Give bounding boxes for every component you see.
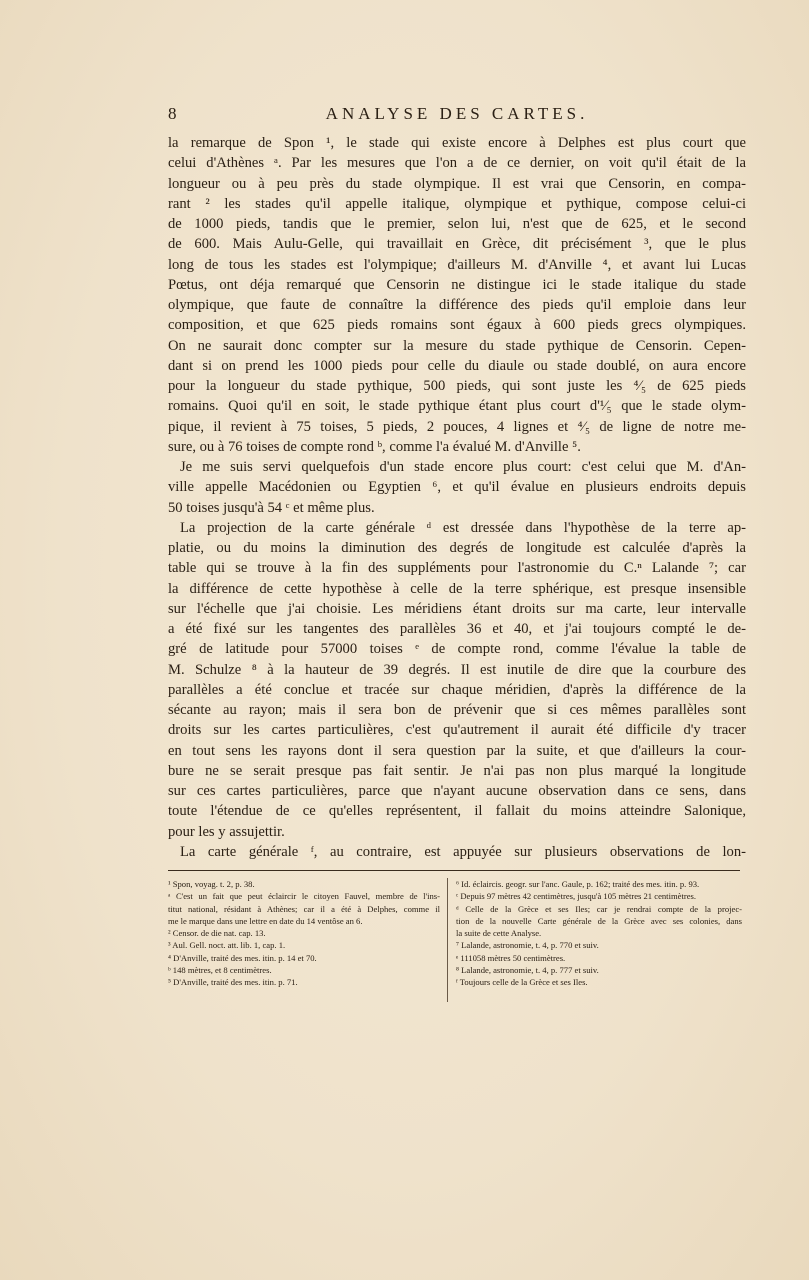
text-line: composition, et que 625 pieds romains sont égaux à 600 pieds grecs olympiques. [168, 317, 746, 334]
footnote: ᶠ Toujours celle de la Grèce et ses Iles. [456, 977, 588, 988]
text-line: long de tous les stades est l'olympique; d'ailleurs M. d'Anville ⁴, et avant lui Lucas [168, 256, 746, 273]
text-line: La projection de la carte générale ᵈ est dressée dans l'hypothèse de la terre ap- [180, 519, 746, 536]
text-line: dant si on prend les 1000 pieds pour celle du diaule ou stade doublé, on aura encore [168, 357, 746, 374]
text-line: M. Schulze ⁸ à la hauteur de 39 degrés. Il est inutile de dire que la courbure des [168, 661, 746, 678]
text-line: la différence de cette hypothèse à celle de la terre sphérique, est presque insensible [168, 580, 746, 597]
footnote: ⁴ D'Anville, traité des mes. itin. p. 14 et 70. [168, 952, 317, 963]
text-line: olympique, que faute de connaître la différence des pieds qu'il emploie dans leur [168, 297, 746, 313]
text-line: La carte générale ᶠ, au contraire, est appuyée sur plusieurs observations de lon- [180, 843, 746, 860]
text-line: gré de latitude pour 57000 toises ᵉ de compte rond, comme l'évalue la table de [168, 641, 746, 658]
footnote: tion de la nouvelle Carte générale de la Grèce avec ses colonies, dans [456, 915, 742, 926]
footnote: ⁶ Id. éclaircis. geogr. sur l'anc. Gaule, p. 162; traité des mes. itin. p. 93. [456, 879, 700, 889]
text-line: pour la longueur du stade pythique, 500 pieds, qui sont juste les ⁴⁄₅ de 625 pieds [168, 378, 746, 394]
footnote: ⁷ Lalande, astronomie, t. 4, p. 770 et suiv. [456, 940, 599, 951]
text-line: la remarque de Spon ¹, le stade qui existe encore à Delphes est plus court que [168, 135, 746, 151]
text-line: de 1000 pieds, tandis que le premier, selon lui, n'est que de 625, et le second [168, 216, 746, 232]
footnotes-left-column [168, 878, 440, 989]
footnote-rule [168, 870, 740, 871]
text-line: On ne saurait donc compter sur la mesure du stade pythique de Censorin. Cepen- [168, 337, 746, 354]
footnote: ᵃ C'est un fait que peut éclaircir le citoyen Fauvel, membre de l'ins- [168, 891, 440, 902]
text-line: a été fixé sur les tangentes des parallèles 36 et 40, et j'ai toujours compté le de- [168, 621, 746, 637]
main-text [168, 133, 746, 862]
page-number: 8 [168, 104, 177, 123]
text-line: longueur ou à peu près du stade olympique. Il est vrai que Censorin, en compa- [168, 175, 746, 192]
text-line: pique, il revient à 75 toises, 5 pieds, 2 pouces, 4 lignes et ⁴⁄₅ de ligne de notre me- [168, 418, 746, 435]
running-title: ANALYSE DES CARTES. [325, 104, 589, 123]
column-divider [447, 878, 448, 1002]
text-line: de 600. Mais Aulu-Gelle, qui travaillait en Grèce, dit précisément ³, que le plus [168, 236, 746, 253]
footnote: me le marque dans une lettre en date du 14 ventôse an 6. [168, 915, 363, 926]
text-line: 50 toises jusqu'à 54 ᶜ et même plus. [168, 499, 375, 516]
text-line: toute l'étendue de ce qu'elles représentent, il fallait du moins atteindre Salonique, [168, 803, 746, 820]
footnote: ⁵ D'Anville, traité des mes. itin. p. 71. [168, 977, 298, 988]
text-line: sécante au rayon; mais il sera bon de prévenir que si ces mêmes parallèles sont [168, 702, 746, 718]
text-line: droits sur les cartes particulières, c'est qu'autrement il aurait été difficile d'y tracer [168, 722, 746, 739]
footnote: la suite de cette Analyse. [456, 928, 542, 939]
footnote: ᵉ 111058 mètres 50 centimètres. [456, 952, 566, 963]
footnote: titut national, résidant à Athènes; car il a été à Delphes, comme il [168, 903, 440, 914]
footnote: ² Censor. de die nat. cap. 13. [168, 928, 266, 939]
text-line: sur l'échelle que j'ai choisie. Les méridiens étant droits sur ma carte, leur intervalle [168, 600, 746, 617]
text-line: bure ne se serait presque pas fait sentir. Je n'ai pas non plus marqué la longitude [168, 762, 746, 779]
footnote: ᵇ 148 mètres, et 8 centimètres. [168, 965, 272, 976]
text-line: ville appelle Macédonien ou Egyptien ⁶, et qu'il évalue en plusieurs endroits depuis [168, 479, 746, 496]
text-line: Pœtus, ont déja remarqué que Censorin ne distingue ici le stade italique du stade [168, 276, 746, 293]
footnote: ᵈ Celle de la Grèce et ses Iles; car je rendrai compte de la projec- [456, 903, 742, 914]
page-header [168, 104, 746, 128]
footnote: ¹ Spon, voyag. t. 2, p. 38. [168, 879, 255, 889]
footnote: ⁸ Lalande, astronomie, t. 4, p. 777 et suiv. [456, 965, 599, 976]
text-line: sure, ou à 76 toises de compte rond ᵇ, comme l'a évalué M. d'Anville ⁵. [168, 438, 581, 455]
text-line: rant ² les stades qu'il appelle italique, olympique et pythique, compose celui-ci [168, 195, 746, 212]
footnotes-right-column [456, 878, 742, 989]
footnote: ³ Aul. Gell. noct. att. lib. 1, cap. 1. [168, 940, 286, 951]
footnote: ᶜ Depuis 97 mètres 42 centimètres, jusqu'à 105 mètres 21 centimètres. [456, 891, 697, 902]
text-line: sur ces cartes particulières, parce que n'ayant aucune observation dans ce sens, dans [168, 783, 746, 799]
text-line: celui d'Athènes ᵃ. Par les mesures que l'on a de ce dernier, on voit qu'il était de la [168, 155, 746, 172]
text-line: platie, ou du moins la diminution des degrés de longitude est calculée d'après la [168, 540, 746, 556]
text-line: pour les y assujettir. [168, 823, 285, 840]
text-line: parallèles a été conclue et tracée sur chaque méridien, d'après la différence de la [168, 681, 746, 698]
text-line: en tout sens les rayons dont il sera question par la suite, et que d'ailleurs la cour- [168, 742, 746, 759]
text-line: table qui se trouve à la fin des suppléments pour l'astronomie du C.ⁿ Lalande ⁷; car [168, 560, 746, 577]
text-line: Je me suis servi quelquefois d'un stade encore plus court: c'est celui que M. d'An- [180, 459, 746, 475]
text-line: romains. Quoi qu'il en soit, le stade pythique étant plus court d'¹⁄₅ que le stade olym- [168, 398, 746, 415]
